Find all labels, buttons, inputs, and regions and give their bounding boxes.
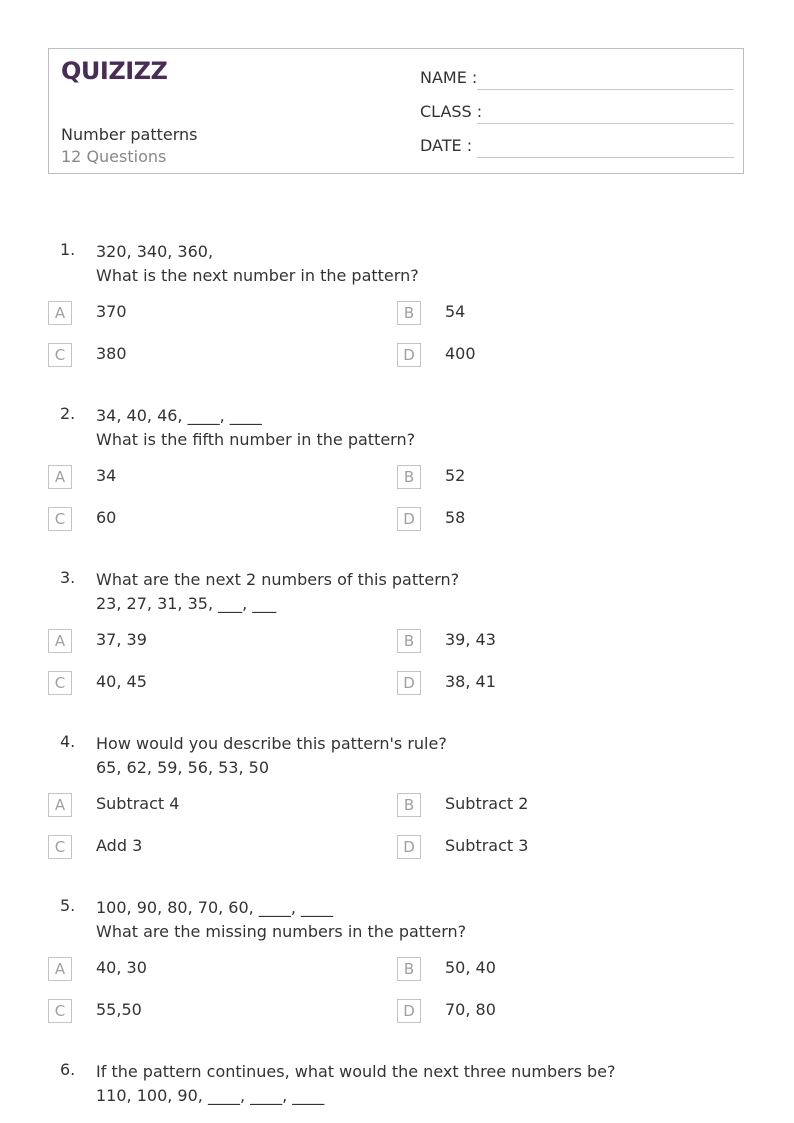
- option-letter-box: D: [397, 835, 421, 859]
- option-b[interactable]: [397, 957, 717, 981]
- question-count: 12 Questions: [61, 147, 167, 166]
- option-letter-box: C: [48, 835, 72, 859]
- worksheet-title: Number patterns: [61, 125, 198, 144]
- question-number: 6.: [60, 1060, 76, 1079]
- option-b[interactable]: [397, 793, 717, 817]
- option-text: 54: [445, 302, 466, 321]
- option-text: Subtract 3: [445, 836, 529, 855]
- option-letter-box: B: [397, 629, 421, 653]
- option-b[interactable]: [397, 465, 717, 489]
- option-a[interactable]: [48, 465, 368, 489]
- option-text: 38, 41: [445, 672, 496, 691]
- date-label: DATE :: [420, 136, 473, 155]
- option-text: 40, 30: [96, 958, 147, 977]
- option-letter-box: B: [397, 957, 421, 981]
- option-text: 37, 39: [96, 630, 147, 649]
- class-label: CLASS :: [420, 102, 483, 121]
- option-b[interactable]: [397, 301, 717, 325]
- option-letter-box: A: [48, 465, 72, 489]
- question-2: [0, 404, 794, 564]
- option-letter-box: D: [397, 671, 421, 695]
- option-text: Add 3: [96, 836, 143, 855]
- name-label: NAME :: [420, 68, 478, 87]
- option-a[interactable]: [48, 957, 368, 981]
- option-letter-box: C: [48, 999, 72, 1023]
- option-letter-box: A: [48, 793, 72, 817]
- option-letter-box: D: [397, 999, 421, 1023]
- question-6: [0, 1060, 794, 1120]
- option-c[interactable]: [48, 507, 368, 531]
- option-text: 380: [96, 344, 127, 363]
- option-letter-box: C: [48, 507, 72, 531]
- option-d[interactable]: [397, 999, 717, 1023]
- question-text: How would you describe this pattern's rule? 65, 62, 59, 56, 53, 50: [96, 734, 447, 777]
- option-c[interactable]: [48, 999, 368, 1023]
- option-c[interactable]: [48, 835, 368, 859]
- question-1: [0, 240, 794, 400]
- question-number: 3.: [60, 568, 76, 587]
- option-c[interactable]: [48, 343, 368, 367]
- option-d[interactable]: [397, 507, 717, 531]
- option-letter-box: A: [48, 629, 72, 653]
- question-text: If the pattern continues, what would the next three numbers be? 110, 100, 90, ____, ____, ____: [96, 1062, 616, 1105]
- question-text: What are the next 2 numbers of this pattern? 23, 27, 31, 35, ___, ___: [96, 570, 460, 613]
- option-d[interactable]: [397, 835, 717, 859]
- question-number: 4.: [60, 732, 76, 751]
- question-text: 320, 340, 360, What is the next number in the pattern?: [96, 242, 419, 285]
- option-a[interactable]: [48, 629, 368, 653]
- option-letter-box: C: [48, 671, 72, 695]
- question-number: 1.: [60, 240, 76, 259]
- option-text: 70, 80: [445, 1000, 496, 1019]
- option-b[interactable]: [397, 629, 717, 653]
- option-text: 400: [445, 344, 476, 363]
- question-4: [0, 732, 794, 892]
- option-d[interactable]: [397, 343, 717, 367]
- option-text: 34: [96, 466, 117, 485]
- question-number: 2.: [60, 404, 76, 423]
- option-text: 52: [445, 466, 466, 485]
- option-letter-box: B: [397, 301, 421, 325]
- question-5: [0, 896, 794, 1056]
- option-d[interactable]: [397, 671, 717, 695]
- option-text: 60: [96, 508, 117, 527]
- option-letter-box: D: [397, 343, 421, 367]
- option-text: Subtract 2: [445, 794, 529, 813]
- option-text: 370: [96, 302, 127, 321]
- option-letter-box: C: [48, 343, 72, 367]
- option-letter-box: A: [48, 301, 72, 325]
- question-number: 5.: [60, 896, 76, 915]
- option-c[interactable]: [48, 671, 368, 695]
- question-text: 34, 40, 46, ____, ____ What is the fifth number in the pattern?: [96, 406, 416, 449]
- option-text: 50, 40: [445, 958, 496, 977]
- option-text: 55,50: [96, 1000, 142, 1019]
- option-letter-box: A: [48, 957, 72, 981]
- option-a[interactable]: [48, 793, 368, 817]
- quizizz-logo: QUIZIZZ: [61, 57, 168, 85]
- option-a[interactable]: [48, 301, 368, 325]
- option-letter-box: D: [397, 507, 421, 531]
- option-text: 40, 45: [96, 672, 147, 691]
- option-text: 58: [445, 508, 466, 527]
- option-text: Subtract 4: [96, 794, 180, 813]
- question-text: 100, 90, 80, 70, 60, ____, ____ What are the missing numbers in the pattern?: [96, 898, 467, 941]
- question-3: [0, 568, 794, 728]
- option-text: 39, 43: [445, 630, 496, 649]
- option-letter-box: B: [397, 793, 421, 817]
- option-letter-box: B: [397, 465, 421, 489]
